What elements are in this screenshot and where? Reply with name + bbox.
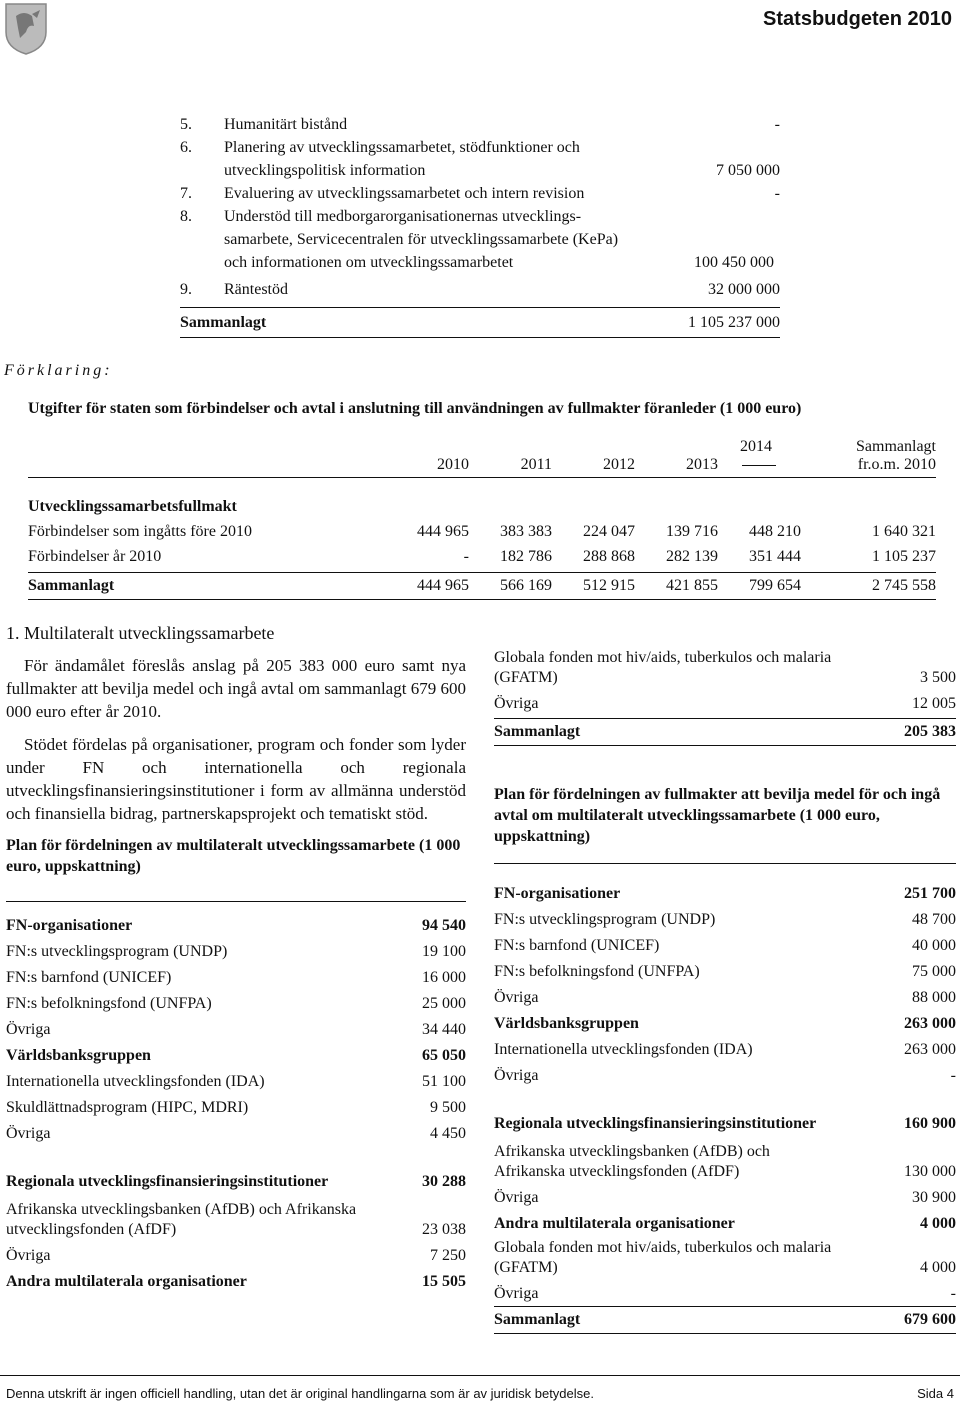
table-section: Utvecklingssamarbetsfullmakt <box>28 498 237 515</box>
list-item: Övriga 12 005 <box>494 695 956 712</box>
list-item: 6. Planering av utvecklingssamarbetet, stödfunktioner och utvecklingspolitisk information 7 050 000 <box>180 139 780 179</box>
table-header: 2010 2011 2012 2013 2014 Sammanlagt fr.o.m. 2010 <box>28 428 936 478</box>
list-item: Internationella utvecklingsfonden (IDA) 51 100 <box>6 1073 466 1090</box>
list-item: FN:s utvecklingsprogram (UNDP) 48 700 <box>494 911 956 928</box>
plan-total: Sammanlagt 205 383 <box>494 718 956 746</box>
paragraph: För ändamålet föreslås anslag på 205 383 000 euro samt nya fullmakter att bevilja medel och ingå avtal om sammanlagt 679 600 000 euro efter år 2010. <box>6 656 466 721</box>
page-title: Statsbudgeten 2010 <box>763 8 952 30</box>
list-item: FN:s barnfond (UNICEF) 40 000 <box>494 937 956 954</box>
list-item: Övriga - <box>494 1067 956 1084</box>
commitments-table <box>28 428 936 600</box>
list-item: FN-organisationer 94 540 <box>6 917 466 934</box>
list-item: Övriga 34 440 <box>6 1021 466 1038</box>
table-row: Förbindelser som ingåtts före 2010 444 965 383 383 224 047 139 716 448 210 1 640 321 <box>28 523 936 540</box>
list-item: Världsbanksgruppen 263 000 <box>494 1015 956 1032</box>
lion-crest-icon <box>4 2 48 56</box>
list-item: FN:s utvecklingsprogram (UNDP) 19 100 <box>6 943 466 960</box>
plan-list-continued <box>494 646 956 746</box>
list-item: Övriga 88 000 <box>494 989 956 1006</box>
plan-list <box>6 910 466 1292</box>
list-item: Övriga 7 250 <box>6 1247 466 1264</box>
list-item: Globala fonden mot hiv/aids, tuberkulos och malaria (GFATM) 3 500 <box>494 649 956 686</box>
list-item: Övriga - <box>494 1285 956 1302</box>
list-item: 5. Humanitärt bistånd - <box>180 116 780 133</box>
table-total-row: Sammanlagt 444 965 566 169 512 915 421 855 799 654 2 745 558 <box>28 572 936 600</box>
table-row: Förbindelser år 2010 - 182 786 288 868 282 139 351 444 1 105 237 <box>28 548 936 565</box>
list-item: Världsbanksgruppen 65 050 <box>6 1047 466 1064</box>
list-item: Afrikanska utvecklingsbanken (AfDB) och Afrikanska utvecklingsfonden (AfDF) 130 000 <box>494 1143 956 1180</box>
list-item: Globala fonden mot hiv/aids, tuberkulos och malaria (GFATM) 4 000 <box>494 1239 956 1276</box>
list-item: Afrikanska utvecklingsbanken (AfDB) och Afrikanska utvecklingsfonden (AfDF) 23 038 <box>6 1201 466 1238</box>
list-item: Regionala utvecklingsfinansieringsinstitutioner 30 288 <box>6 1173 466 1190</box>
list-item: FN:s befolkningsfond (UNFPA) 25 000 <box>6 995 466 1012</box>
authorization-list <box>494 878 956 1334</box>
right-column <box>494 646 956 1334</box>
items-total: Sammanlagt 1 105 237 000 <box>180 307 780 338</box>
appropriation-items <box>180 113 780 338</box>
list-item: Andra multilaterala organisationer 15 505 <box>6 1273 466 1290</box>
list-item: FN-organisationer 251 700 <box>494 885 956 902</box>
explanation-label: Förklaring: <box>4 362 113 379</box>
list-item: Övriga 30 900 <box>494 1189 956 1206</box>
authorization-total: Sammanlagt 679 600 <box>494 1306 956 1334</box>
list-item: FN:s barnfond (UNICEF) 16 000 <box>6 969 466 986</box>
list-item: Övriga 4 450 <box>6 1125 466 1142</box>
section-heading: 1. Multilateralt utvecklingssamarbete <box>6 623 275 643</box>
page-number: Sida 4 <box>917 1386 954 1401</box>
list-item: Internationella utvecklingsfonden (IDA) 263 000 <box>494 1041 956 1058</box>
range-dash <box>742 465 776 466</box>
list-item: Regionala utvecklingsfinansieringsinstitutioner 160 900 <box>494 1115 956 1132</box>
list-item: Skuldlättnadsprogram (HIPC, MDRI) 9 500 <box>6 1099 466 1116</box>
footer-disclaimer: Denna utskrift är ingen officiell handling, utan det är original handlingarna som är av juridisk betydelse. <box>6 1386 594 1401</box>
commitments-title: Utgifter för staten som förbindelser och avtal i anslutning till användningen av fullmakter föranleder (1 000 euro) <box>28 400 802 417</box>
left-column <box>6 623 466 1292</box>
footer-divider <box>0 1375 960 1376</box>
list-item: 7. Evaluering av utvecklingssamarbetet och intern revision - <box>180 185 780 202</box>
list-item: FN:s befolkningsfond (UNFPA) 75 000 <box>494 963 956 980</box>
paragraph: Stödet fördelas på organisationer, program och fonder som lyder under FN och internationella och regionala utvecklingsfinansieringsinstitutioner i form av allmänna understöd och finansiella bidrag, partnerskapsprojekt och tematiskt stöd. <box>6 735 466 823</box>
list-item: 8. Understöd till medborgarorganisationernas utvecklings-samarbete, Servicecentralen för utvecklingssamarbete (KePa) och informationen om utvecklingssamarbetet 100 450 000 <box>180 208 774 271</box>
list-item: 9. Räntestöd 32 000 000 <box>180 281 780 298</box>
authorization-plan-title: Plan för fördelningen av fullmakter att bevilja medel för och ingå avtal om multilateralt utvecklingssamarbete (1 000 euro, uppskattning) <box>494 784 956 864</box>
list-item: Andra multilaterala organisationer 4 000 <box>494 1215 956 1232</box>
plan-title: Plan för fördelningen av multilateralt utvecklingssamarbete (1 000 euro, uppskattning) <box>6 835 466 902</box>
